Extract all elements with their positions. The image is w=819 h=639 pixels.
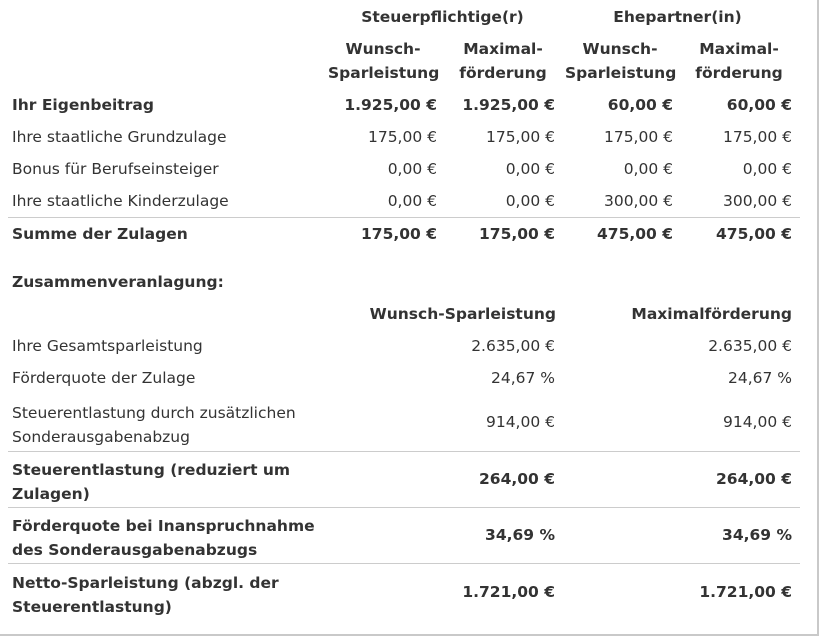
cell-value: 914,00 € <box>485 413 555 431</box>
group-header-taxpayer: Steuerpflichtige(r) <box>361 8 524 26</box>
cell-value: 175,00 € <box>722 128 792 146</box>
cell-value: 0,00 € <box>505 160 555 178</box>
row-divider <box>8 217 800 218</box>
cell-value: 60,00 € <box>726 96 792 114</box>
section-title: Zusammenveranlagung: <box>12 273 224 291</box>
cell-value: 24,67 % <box>490 369 555 387</box>
cell-value: 300,00 € <box>603 192 673 210</box>
cell-value: 34,69 % <box>722 526 792 544</box>
column-header-max-taxpayer: Maximal- förderung <box>459 40 547 82</box>
row-label: Ihr Eigenbeitrag <box>12 96 154 114</box>
column-header-wish-spouse: Wunsch- Sparleistung <box>565 40 677 82</box>
group-header-spouse: Ehepartner(in) <box>613 8 742 26</box>
cell-value: 60,00 € <box>607 96 673 114</box>
row-label: Netto-Sparleistung (abzgl. der Steuerentlastung) <box>12 574 279 616</box>
cell-value: 175,00 € <box>485 128 555 146</box>
cell-value: 0,00 € <box>623 160 673 178</box>
cell-value: 1.721,00 € <box>462 583 555 601</box>
row-label: Summe der Zulagen <box>12 225 188 243</box>
cell-value: 0,00 € <box>387 192 437 210</box>
row-divider <box>8 451 800 452</box>
row-label: Bonus für Berufseinsteiger <box>12 160 219 178</box>
column-header-wish: Wunsch-Sparleistung <box>369 305 556 323</box>
row-label: Ihre staatliche Grundzulage <box>12 128 227 146</box>
cell-value: 175,00 € <box>479 225 555 243</box>
row-label: Ihre Gesamtsparleistung <box>12 337 203 355</box>
column-header-wish-taxpayer: Wunsch- Sparleistung <box>328 40 440 82</box>
row-label: Förderquote der Zulage <box>12 369 196 387</box>
cell-value: 264,00 € <box>716 470 792 488</box>
cell-value: 0,00 € <box>505 192 555 210</box>
cell-value: 24,67 % <box>727 369 792 387</box>
row-label: Ihre staatliche Kinderzulage <box>12 192 229 210</box>
row-label: Förderquote bei Inanspruchnahme des Sonderausgabenabzugs <box>12 517 315 559</box>
cell-value: 175,00 € <box>603 128 673 146</box>
row-label: Steuerentlastung (reduziert um Zulagen) <box>12 461 291 503</box>
cell-value: 175,00 € <box>361 225 437 243</box>
cell-value: 34,69 % <box>485 526 555 544</box>
cell-value: 1.721,00 € <box>699 583 792 601</box>
row-label: Steuerentlastung durch zusätzlichen Sonderausgabenabzug <box>12 404 296 446</box>
cell-value: 0,00 € <box>742 160 792 178</box>
cell-value: 300,00 € <box>722 192 792 210</box>
cell-value: 2.635,00 € <box>708 337 792 355</box>
column-header-max-spouse: Maximal- förderung <box>695 40 783 82</box>
column-header-max: Maximalförderung <box>631 305 792 323</box>
cell-value: 475,00 € <box>716 225 792 243</box>
row-divider <box>8 507 800 508</box>
cell-value: 1.925,00 € <box>462 96 555 114</box>
cell-value: 2.635,00 € <box>471 337 555 355</box>
cell-value: 264,00 € <box>479 470 555 488</box>
cell-value: 175,00 € <box>367 128 437 146</box>
cell-value: 475,00 € <box>597 225 673 243</box>
cell-value: 1.925,00 € <box>344 96 437 114</box>
cell-value: 914,00 € <box>722 413 792 431</box>
row-divider <box>8 563 800 564</box>
cell-value: 0,00 € <box>387 160 437 178</box>
